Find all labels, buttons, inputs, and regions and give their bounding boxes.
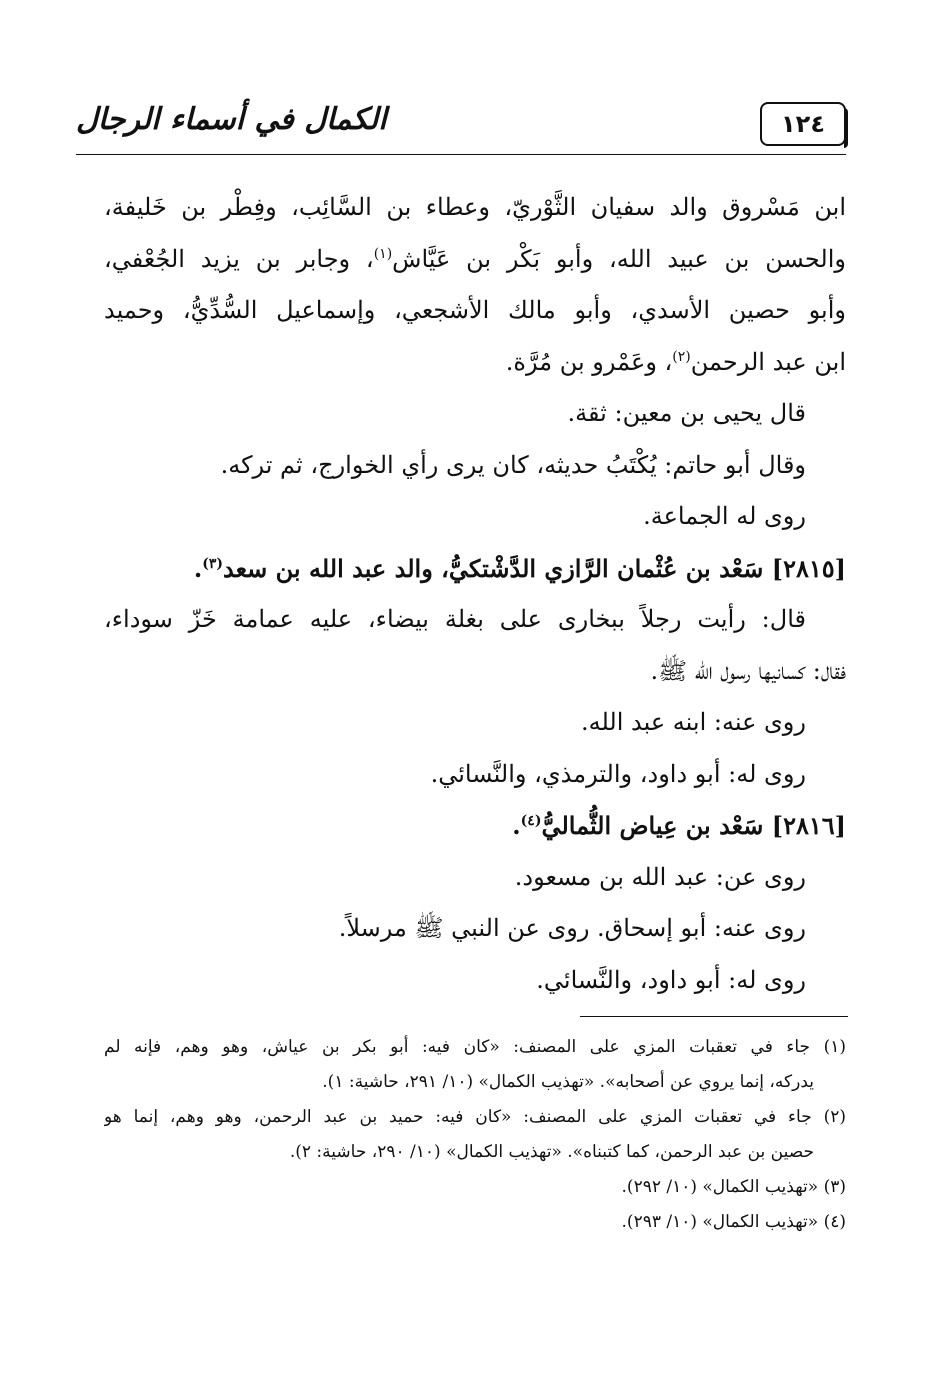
footnote-line: (٤) «تهذيب الكمال» (١٠/ ٢٩٣).: [621, 1212, 846, 1232]
entry-heading: [٢٨١٦] سَعْد بن عِياض الثُّماليُّ$^{(٤)}$.: [512, 811, 846, 840]
text-line: ابن عبد الرحمن$^{(٢)}$، وعَمْرو بن مُرَّة.: [505, 347, 846, 376]
page-header: [76, 96, 846, 152]
footnote-ref[interactable]: (٢): [672, 348, 691, 365]
page-number-text: ١٢٤: [781, 110, 825, 138]
header-divider: [76, 154, 846, 155]
footnote-ref[interactable]: (١): [373, 245, 393, 262]
footnote-line: (٢) جاء في تعقبات المزي على المصنف: «كان فيه: حميد بن عبد الرحمن، وهو وهم، إنما هو: [104, 1107, 846, 1127]
footnote-ref[interactable]: (٣): [202, 555, 223, 572]
text-line: قال: رأيت رجلاً ببخارى على بغلة بيضاء، عليه عمامة خَزّ سوداء،: [104, 605, 806, 633]
footnote-line: يدركه، إنما يروي عن أصحابه». «تهذيب الكمال» (١٠/ ٢٩١، حاشية: ١).: [322, 1072, 814, 1092]
text-line: والحسن بن عبيد الله، وأبو بَكْر بن عَيَّاش$^{(١)}$، وجابر بن يزيد الجُعْفي،: [104, 244, 846, 273]
text-line: وقال أبو حاتم: يُكْتَبُ حديثه، كان يرى رأي الخوارج، ثم تركه.: [220, 450, 806, 479]
text-line: روى عنه: ابنه عبد الله.: [580, 708, 806, 736]
footnote-ref[interactable]: (٤): [520, 813, 542, 829]
text-line: روى له: أبو داود، والترمذي، والنَّسائي.: [430, 759, 806, 788]
text-line: وأبو حصين الأسدي، وأبو مالك الأشجعي، وإسماعيل السُّدِّيُّ، وحميد: [104, 296, 846, 324]
text-line: روى له الجماعة.: [643, 502, 806, 530]
text-line: ابن مَسْروق والد سفيان الثَّوْريّ، وعطاء بن السَّائِب، وفِطْر بن خَليفة،: [104, 193, 846, 221]
footnote-line: (٣) «تهذيب الكمال» (١٠/ ٢٩٢).: [621, 1177, 846, 1197]
page-number: [760, 102, 846, 146]
text-line: فقال: كسانيها رسول الله ﷺ.: [650, 656, 846, 685]
footnotes: [104, 1030, 846, 1240]
text-line: قال يحيى بن معين: ثقة.: [567, 399, 806, 427]
text-line: روى له: أبو داود، والنَّسائي.: [536, 965, 806, 994]
book-title: الكمال في أسماء الرجال: [76, 102, 387, 137]
main-text: [104, 182, 846, 1006]
footnote-divider: [580, 1016, 848, 1017]
footnote-line: حصين بن عبد الرحمن، كما كتبناه». «تهذيب الكمال» (١٠/ ٢٩٠، حاشية: ٢).: [289, 1142, 814, 1162]
footnote-line: (١) جاء في تعقبات المزي على المصنف: «كان فيه: أبو بكر بن عياش، وهو وهم، فإنه لم: [104, 1037, 846, 1057]
text-line: روى عنه: أبو إسحاق. روى عن النبي ﷺ مرسلاً.: [338, 914, 806, 942]
entry-heading: [٢٨١٥] سَعْد بن عُثْمان الرَّازي الدَّشْتكيُّ، والد عبد الله بن سعد$^{(٣)}$.: [193, 553, 846, 583]
text-line: روى عن: عبد الله بن مسعود.: [514, 862, 806, 891]
